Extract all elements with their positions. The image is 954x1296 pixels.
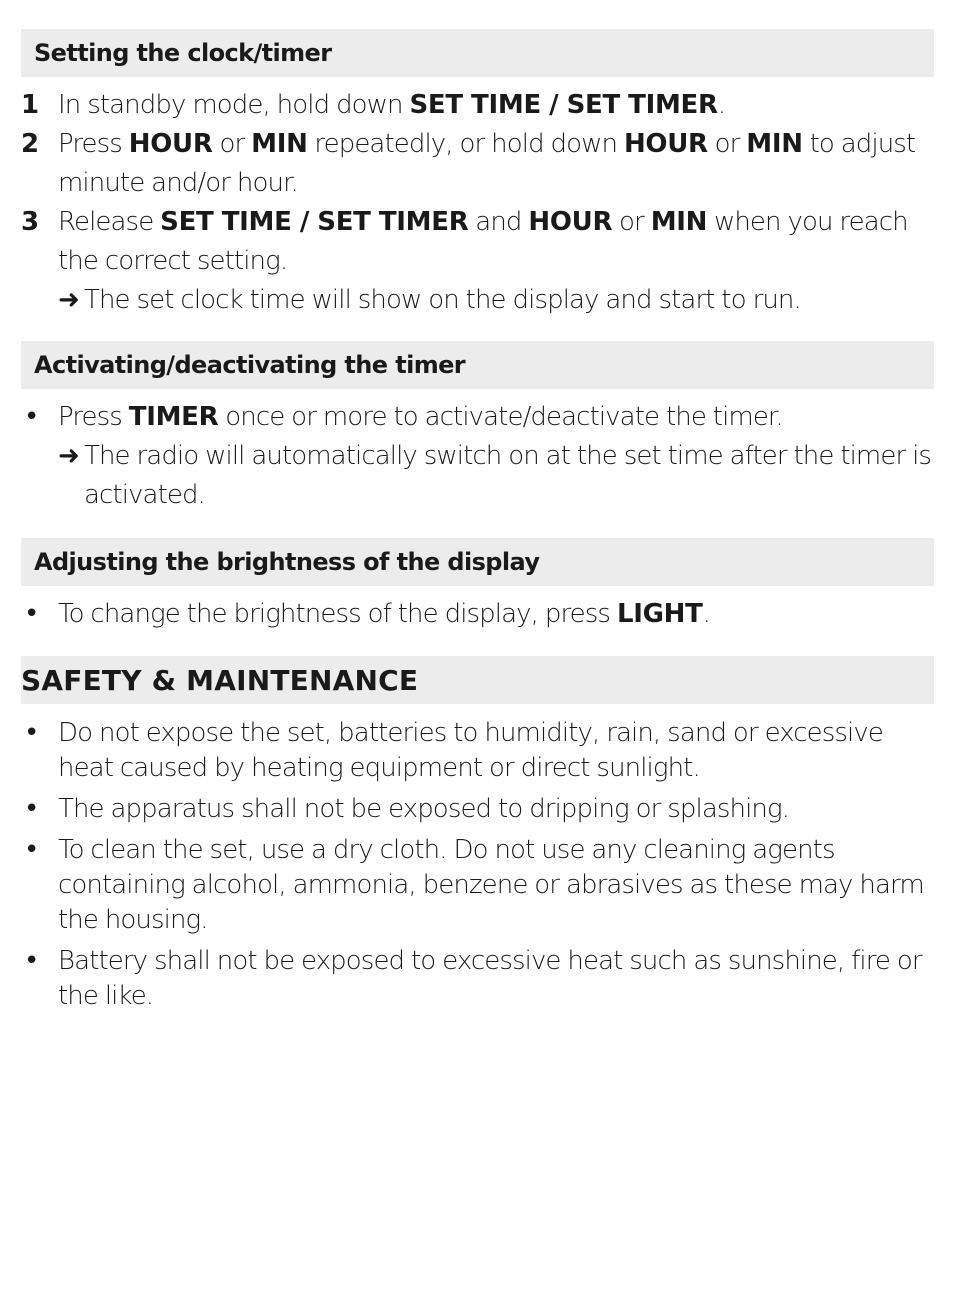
- step-number: 1: [21, 90, 39, 120]
- step-result: ➜ The set clock time will show on the display and start to run.: [21, 281, 934, 320]
- step-number: 2: [21, 129, 39, 159]
- step-item: 3 Release SET TIME / SET TIMER and HOUR or MIN when you reach the correct setting.: [21, 203, 934, 281]
- section-heading: Activating/deactivating the timer: [21, 341, 934, 389]
- step-number: 3: [21, 207, 39, 237]
- bullet-icon: •: [24, 599, 39, 629]
- key-label: TIMER: [128, 402, 219, 432]
- list-item: • Do not expose the set, batteries to humidity, rain, sand or excessive heat caused by heating equipment or direct sunlight.: [24, 718, 883, 783]
- key-label: SET TIME / SET TIMER: [409, 90, 718, 120]
- key-label: MIN: [746, 129, 803, 159]
- list-item: • The apparatus shall not be exposed to dripping or splashing.: [21, 792, 934, 827]
- bullet-list: [21, 595, 934, 634]
- key-label: MIN: [251, 129, 308, 159]
- section-brightness: [21, 538, 934, 634]
- bullet-list: [21, 398, 934, 437]
- section-setting-clock: [21, 29, 934, 320]
- list-item: • To clean the set, use a dry cloth. Do not use any cleaning agents containing alcohol, ammonia, benzene or abrasives as these may harm the housing.: [24, 835, 924, 935]
- arrow-right-icon: ➜: [58, 285, 79, 315]
- section-activating-timer: [21, 341, 934, 515]
- step-item: 1 In standby mode, hold down SET TIME / SET TIMER.: [21, 86, 934, 125]
- list-item: • Battery shall not be exposed to excessive heat such as sunshine, fire or the like.: [24, 946, 922, 1011]
- section-heading: Adjusting the brightness of the display: [21, 538, 934, 586]
- list-item: • To change the brightness of the display, press LIGHT.: [21, 595, 934, 634]
- bullet-icon: •: [24, 946, 39, 976]
- bullet-icon: •: [24, 794, 39, 824]
- section-heading: Setting the clock/timer: [21, 29, 934, 77]
- step-item: 2 Press HOUR or MIN repeatedly, or hold down HOUR or MIN to adjust minute and/or hour.: [21, 125, 934, 203]
- key-label: HOUR: [128, 129, 213, 159]
- key-label: MIN: [650, 207, 708, 237]
- step-list: [21, 86, 934, 281]
- step-result: ➜ The radio will automatically switch on at the set time after the timer is activated.: [21, 437, 934, 515]
- manual-page: [21, 29, 934, 1014]
- bullet-icon: •: [24, 718, 39, 748]
- key-label: LIGHT: [616, 599, 703, 629]
- bullet-icon: •: [24, 402, 39, 432]
- bullet-icon: •: [24, 835, 39, 865]
- section-safety: [21, 656, 934, 1014]
- key-label: HOUR: [623, 129, 708, 159]
- list-item: • Press TIMER once or more to activate/deactivate the timer.: [21, 398, 934, 437]
- arrow-right-icon: ➜: [58, 441, 79, 471]
- key-label: SET TIME / SET TIMER: [160, 207, 469, 237]
- key-label: HOUR: [528, 207, 613, 237]
- bullet-list: [21, 716, 934, 1014]
- section-heading: SAFETY & MAINTENANCE: [21, 656, 934, 704]
